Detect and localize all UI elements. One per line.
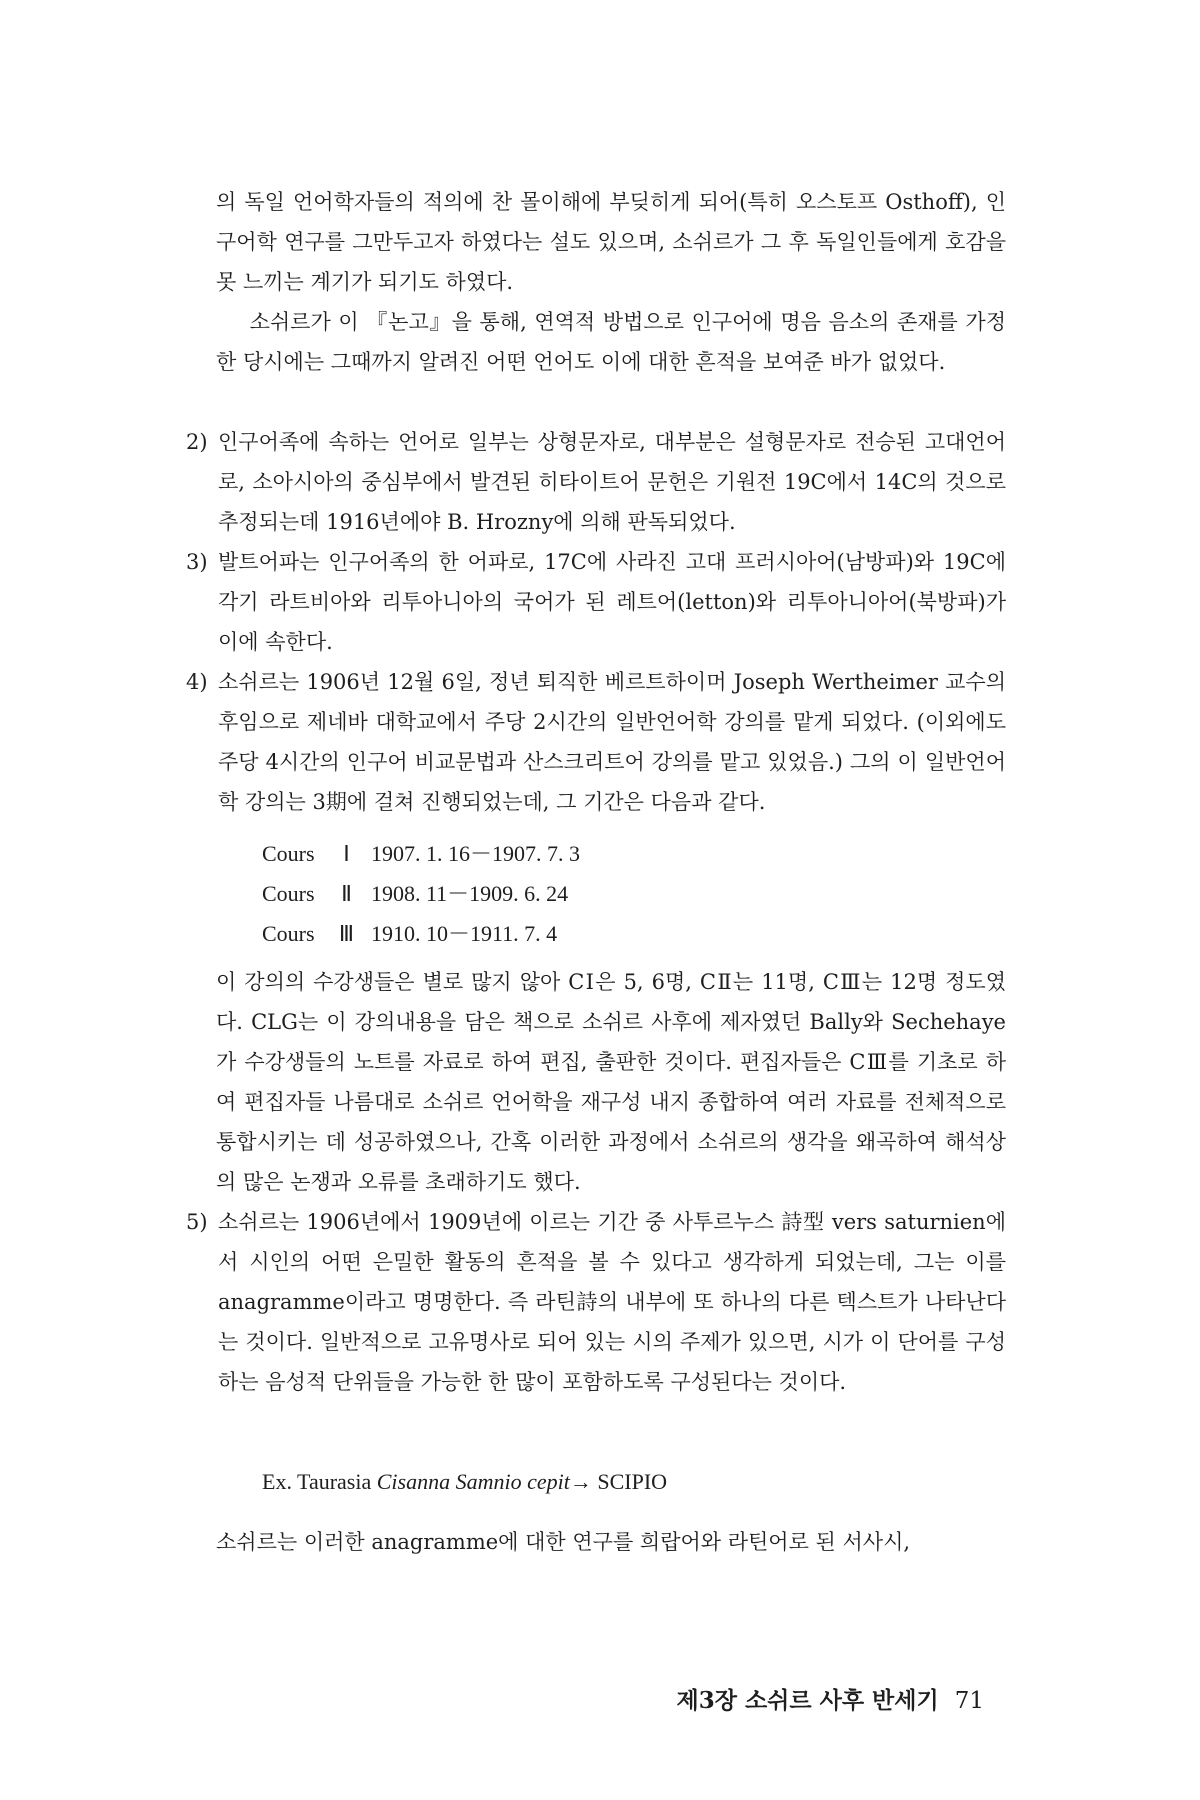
footnote-text: 소쉬르는 1906년에서 1909년에 이르는 기간 중 사투르누스 詩型 vers saturnien에서 시인의 어떤 은밀한 활동의 흔적을 볼 수 있다고 생각하게 되었는데, 그는 이를 anagramme이라고 명명한다. 즉 라틴詩의 내부에 또 하나의 다른 텍스트가 나타난다는 것이다. 일반적으로 고유명사로 되어 있는 시의 주제가 있으면, 시가 이 단어를 구성하는 음성적 단위들을 가능한 한 많이 포함하도록 구성된다는 것이다.	[218, 1210, 1006, 1394]
paragraph-3	[216, 962, 1006, 1202]
footnote-number: 5)	[186, 1210, 208, 1234]
course-row	[262, 914, 580, 954]
chapter-title: 제3장 소쉬르 사후 반세기	[676, 1687, 939, 1714]
paragraph-2	[216, 302, 1006, 382]
course-number: Ⅲ	[338, 921, 355, 946]
course-dates: 1907. 1. 16－1907. 7. 3	[371, 841, 581, 866]
paragraph-text: 소쉬르가 이 『논고』을 통해, 연역적 방법으로 인구어에 명음 음소의 존재를 가정한 당시에는 그때까지 알려진 어떤 언어도 이에 대한 흔적을 보여준 바가 없었다.	[216, 310, 1006, 374]
footnote-number: 3)	[186, 550, 208, 574]
course-name: Cours	[262, 921, 315, 946]
course-number: Ⅰ	[343, 841, 350, 866]
paragraph-text: 소쉬르는 이러한 anagramme에 대한 연구를 희랍어와 라틴어로 된 서사시,	[216, 1530, 911, 1554]
footnote-number: 2)	[186, 430, 208, 454]
page-footer	[677, 1681, 985, 1721]
footnote-text: 발트어파는 인구어족의 한 어파로, 17C에 사라진 고대 프러시아어(남방파)와 19C에 각기 라트비아와 리투아니아의 국어가 된 레트어(letton)와 리투아니아어(북방파)가 이에 속한다.	[218, 550, 1006, 654]
course-name: Cours	[262, 881, 315, 906]
paragraph-text: 의 독일 언어학자들의 적의에 찬 몰이해에 부딪히게 되어(특히 오스토프 Osthoff), 인구어학 연구를 그만두고자 하였다는 설도 있으며, 소쉬르가 그 후 독일인들에게 호감을 못 느끼는 계기가 되기도 하였다.	[216, 190, 1006, 294]
example-prefix: Ex. Taurasia	[262, 1469, 377, 1494]
course-name: Cours	[262, 841, 315, 866]
paragraph-text: 이 강의의 수강생들은 별로 많지 않아 CⅠ은 5, 6명, CⅡ는 11명, CⅢ는 12명 정도였다. CLG는 이 강의내용을 담은 책으로 소쉬르 사후에 제자였던 Bally와 Sechehaye가 수강생들의 노트를 자료로 하여 편집, 출판한 것이다. 편집자들은 CⅢ를 기초로 하여 편집자들 나름대로 소쉬르 언어학을 재구성 내지 종합하여 여러 자료를 전체적으로 통합시키는 데 성공하였으나, 간혹 이러한 과정에서 소쉬르의 생각을 왜곡하여 해석상의 많은 논쟁과 오류를 초래하기도 했다.	[216, 970, 1006, 1194]
course-schedule	[262, 834, 580, 954]
example-result: SCIPIO	[597, 1469, 668, 1494]
example-word: Samnio	[455, 1469, 522, 1494]
anagram-example	[262, 1462, 667, 1502]
page-number: 71	[954, 1688, 984, 1714]
course-dates: 1908. 11－1909. 6. 24	[371, 881, 569, 906]
course-number: Ⅱ	[341, 881, 352, 906]
footnote-text: 인구어족에 속하는 언어로 일부는 상형문자로, 대부분은 설형문자로 전승된 고대언어로, 소아시아의 중심부에서 발견된 히타이트어 문헌은 기원전 19C에서 14C의 것으로 추정되는데 1916년에야 B. Hrozny에 의해 판독되었다.	[218, 430, 1006, 534]
example-word: cepit	[527, 1469, 570, 1494]
course-row	[262, 834, 580, 874]
example-word: Cisanna	[376, 1469, 451, 1494]
footnote-text: 소쉬르는 1906년 12월 6일, 정년 퇴직한 베르트하이머 Joseph Wertheimer 교수의 후임으로 제네바 대학교에서 주당 2시간의 일반언어학 강의를 맡게 되었다. (이외에도 주당 4시간의 인구어 비교문법과 산스크리트어 강의를 맡고 있었음.) 그의 이 일반언어학 강의는 3期에 걸쳐 진행되었는데, 그 기간은 다음과 같다.	[218, 670, 1006, 814]
paragraph-1	[216, 182, 1006, 302]
arrow-icon: →	[569, 1469, 592, 1494]
paragraph-4	[216, 1522, 1006, 1562]
course-dates: 1910. 10－1911. 7. 4	[371, 921, 558, 946]
course-row	[262, 874, 580, 914]
footnote-number: 4)	[186, 670, 208, 694]
